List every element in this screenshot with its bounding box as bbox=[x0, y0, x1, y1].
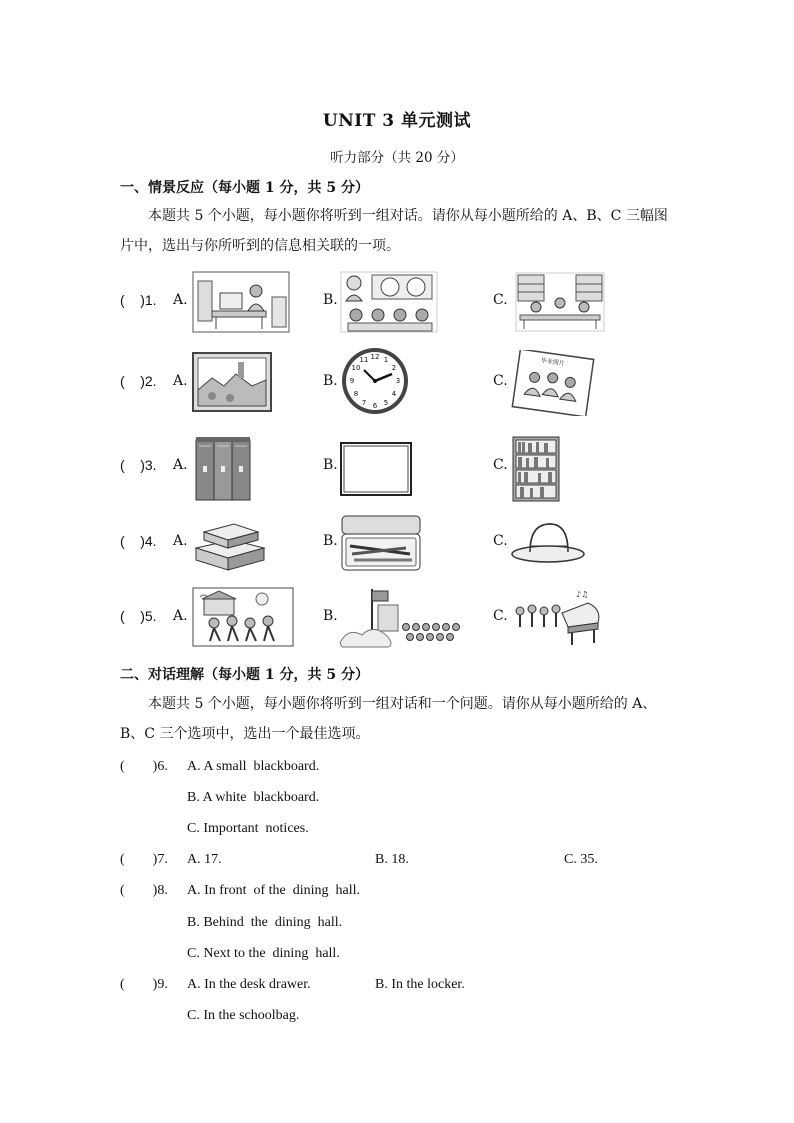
question-8-option-a[interactable]: A. In front of the dining hall. bbox=[187, 883, 361, 898]
hat-picture-icon[interactable] bbox=[510, 512, 586, 578]
svg-text:5: 5 bbox=[383, 399, 389, 407]
blackboard-picture-icon[interactable] bbox=[340, 436, 412, 502]
question-number[interactable]: ( )5. bbox=[120, 608, 157, 624]
svg-text:♪♫: ♪♫ bbox=[576, 590, 589, 599]
playground-picture-icon[interactable] bbox=[192, 587, 294, 651]
option-label: A. bbox=[173, 457, 188, 473]
svg-text:11: 11 bbox=[359, 356, 369, 364]
svg-text:1: 1 bbox=[383, 356, 389, 364]
option-label: A. bbox=[173, 533, 188, 549]
option-label: C. bbox=[493, 608, 508, 624]
option-label: B. bbox=[323, 457, 338, 473]
option-label: A. bbox=[173, 608, 188, 624]
section1-heading: 一、情景反应（每小题 1 分，共 5 分） bbox=[120, 180, 369, 196]
dining-hall-picture-icon[interactable] bbox=[340, 271, 438, 337]
painting-picture-icon[interactable] bbox=[192, 352, 272, 416]
svg-text:10: 10 bbox=[351, 364, 361, 372]
question-9-option-a[interactable]: A. In the desk drawer. bbox=[187, 977, 311, 992]
clock-picture-icon[interactable] bbox=[340, 352, 410, 420]
question-row-4 bbox=[120, 512, 680, 574]
question-9-option-b[interactable]: B. In the locker. bbox=[375, 977, 465, 992]
question-number[interactable]: ( )3. bbox=[120, 457, 157, 473]
option-label: B. bbox=[323, 292, 338, 308]
question-number[interactable]: ( )1. bbox=[120, 292, 157, 308]
question-6-option-a[interactable]: A. A small blackboard. bbox=[187, 759, 320, 774]
page-title: UNIT 3 单元测试 bbox=[322, 111, 472, 131]
question-7-option-c[interactable]: C. 35. bbox=[564, 852, 598, 867]
question-8-option-c[interactable]: C. Next to the dining hall. bbox=[187, 946, 340, 961]
question-number[interactable]: ( )4. bbox=[120, 533, 157, 549]
question-8-option-b[interactable]: B. Behind the dining hall. bbox=[187, 915, 343, 930]
option-label: A. bbox=[173, 292, 188, 308]
svg-text:6: 6 bbox=[372, 402, 378, 410]
svg-text:7: 7 bbox=[361, 399, 367, 407]
question-7-option-a[interactable]: A. 17. bbox=[187, 852, 222, 867]
option-label: B. bbox=[323, 533, 338, 549]
option-label: B. bbox=[323, 373, 338, 389]
photo-caption: 毕业照片 bbox=[540, 357, 566, 368]
svg-text:4: 4 bbox=[391, 390, 397, 398]
section2-heading: 二、对话理解（每小题 1 分，共 5 分） bbox=[120, 667, 369, 683]
bookcase-picture-icon[interactable] bbox=[512, 436, 560, 506]
svg-text:12: 12 bbox=[370, 353, 380, 361]
question-9-option-c[interactable]: C. In the schoolbag. bbox=[187, 1008, 300, 1023]
svg-text:9: 9 bbox=[349, 377, 355, 385]
library-picture-icon[interactable] bbox=[514, 271, 606, 337]
question-8-number[interactable]: ( )8. bbox=[120, 883, 168, 898]
option-label: B. bbox=[323, 608, 338, 624]
pencil-box-picture-icon[interactable] bbox=[340, 512, 422, 578]
question-7-option-b[interactable]: B. 18. bbox=[375, 852, 409, 867]
flag-raising-picture-icon[interactable] bbox=[338, 587, 470, 653]
section2-instruction: 本题共 5 个小题，每小题你将听到一组对话和一个问题。请你从每小题所给的 A、B、C 三个选项中，选出一个最佳选项。 bbox=[120, 696, 657, 742]
question-number[interactable]: ( )2. bbox=[120, 373, 157, 389]
photo-picture-icon[interactable] bbox=[510, 352, 596, 420]
svg-text:8: 8 bbox=[353, 390, 359, 398]
question-6-option-c[interactable]: C. Important notices. bbox=[187, 821, 309, 836]
office-picture-icon[interactable] bbox=[192, 271, 290, 337]
option-label: C. bbox=[493, 292, 508, 308]
question-row-1 bbox=[120, 271, 680, 333]
page-subtitle: 听力部分（共 20 分） bbox=[330, 150, 464, 166]
question-6-number[interactable]: ( )6. bbox=[120, 759, 168, 774]
option-label: C. bbox=[493, 373, 508, 389]
option-label: A. bbox=[173, 373, 188, 389]
question-6-option-b[interactable]: B. A white blackboard. bbox=[187, 790, 320, 805]
question-row-5 bbox=[120, 587, 680, 649]
section1-instruction: 本题共 5 个小题，每小题你将听到一组对话。请你从每小题所给的 A、B、C 三幅图片中，选出与你所听到的信息相关联的一项。 bbox=[120, 208, 668, 254]
question-row-3 bbox=[120, 436, 680, 498]
question-9-number[interactable]: ( )9. bbox=[120, 977, 168, 992]
books-picture-icon[interactable] bbox=[192, 512, 268, 578]
svg-text:2: 2 bbox=[391, 364, 397, 372]
question-row-2 bbox=[120, 352, 680, 414]
lockers-picture-icon[interactable] bbox=[194, 436, 254, 506]
option-label: C. bbox=[493, 457, 508, 473]
music-room-picture-icon[interactable] bbox=[512, 587, 604, 653]
svg-text:3: 3 bbox=[395, 377, 401, 385]
question-7-number[interactable]: ( )7. bbox=[120, 852, 168, 867]
option-label: C. bbox=[493, 533, 508, 549]
